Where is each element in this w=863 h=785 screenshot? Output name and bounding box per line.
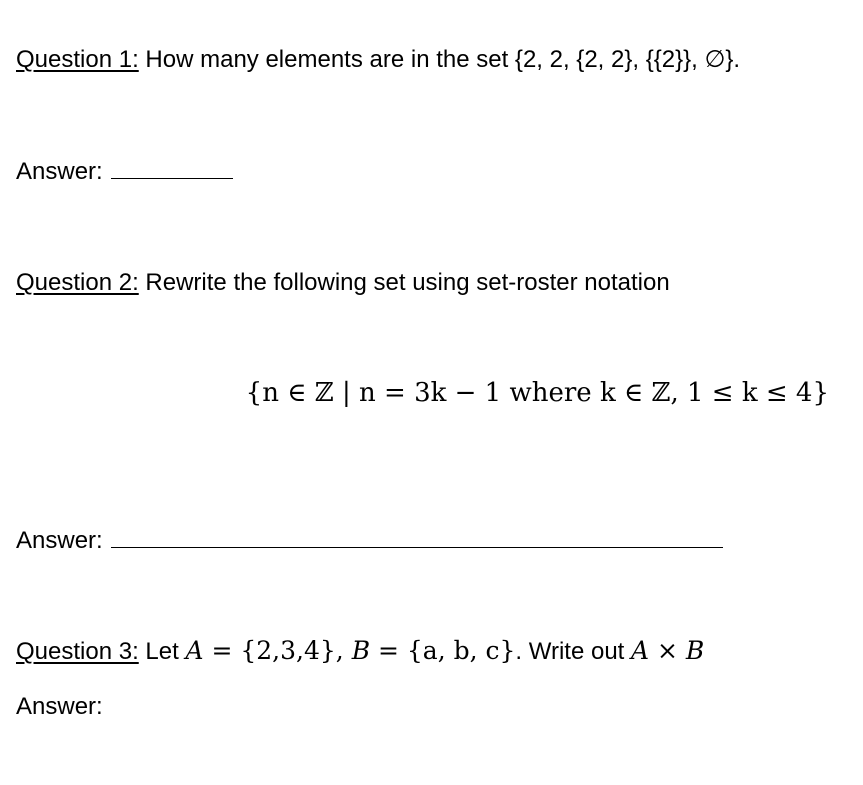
question-3 — [16, 636, 704, 667]
answer-3-label: Answer: — [16, 693, 103, 720]
question-2-label: Question 2: — [16, 269, 139, 296]
set-builder-formula: {n ∈ ℤ | n = 3k − 1 where k ∈ ℤ, 1 ≤ k ≤ 4} — [245, 378, 829, 408]
question-1-text: How many elements are in the set {2, 2, {2, 2}, {{2}}, ∅}. — [138, 46, 741, 73]
answer-1-label: Answer: — [16, 158, 103, 185]
answer-1 — [16, 157, 233, 187]
cartesian-product: A × B — [631, 636, 705, 665]
answer-2-label: Answer: — [16, 527, 103, 554]
set-b-symbol: B — [351, 636, 371, 665]
question-3-set-a — [185, 636, 515, 665]
question-1-label: Question 1: — [16, 46, 139, 73]
set-a-value: = {2,3,4}, — [203, 636, 352, 665]
question-2 — [16, 268, 670, 298]
question-3-label: Question 3: — [16, 638, 139, 665]
set-b-value: = {a, b, c} — [370, 636, 516, 665]
answer-1-blank[interactable] — [111, 158, 233, 179]
question-2-text: Rewrite the following set using set-roster notation — [138, 269, 670, 296]
answer-2-blank[interactable] — [111, 527, 723, 548]
question-1 — [16, 45, 740, 75]
answer-3 — [16, 692, 103, 722]
answer-2 — [16, 526, 723, 556]
set-a-symbol: A — [185, 636, 204, 665]
question-3-text-prefix: Let — [138, 638, 186, 665]
question-3-text-mid: . Write out — [515, 638, 632, 665]
